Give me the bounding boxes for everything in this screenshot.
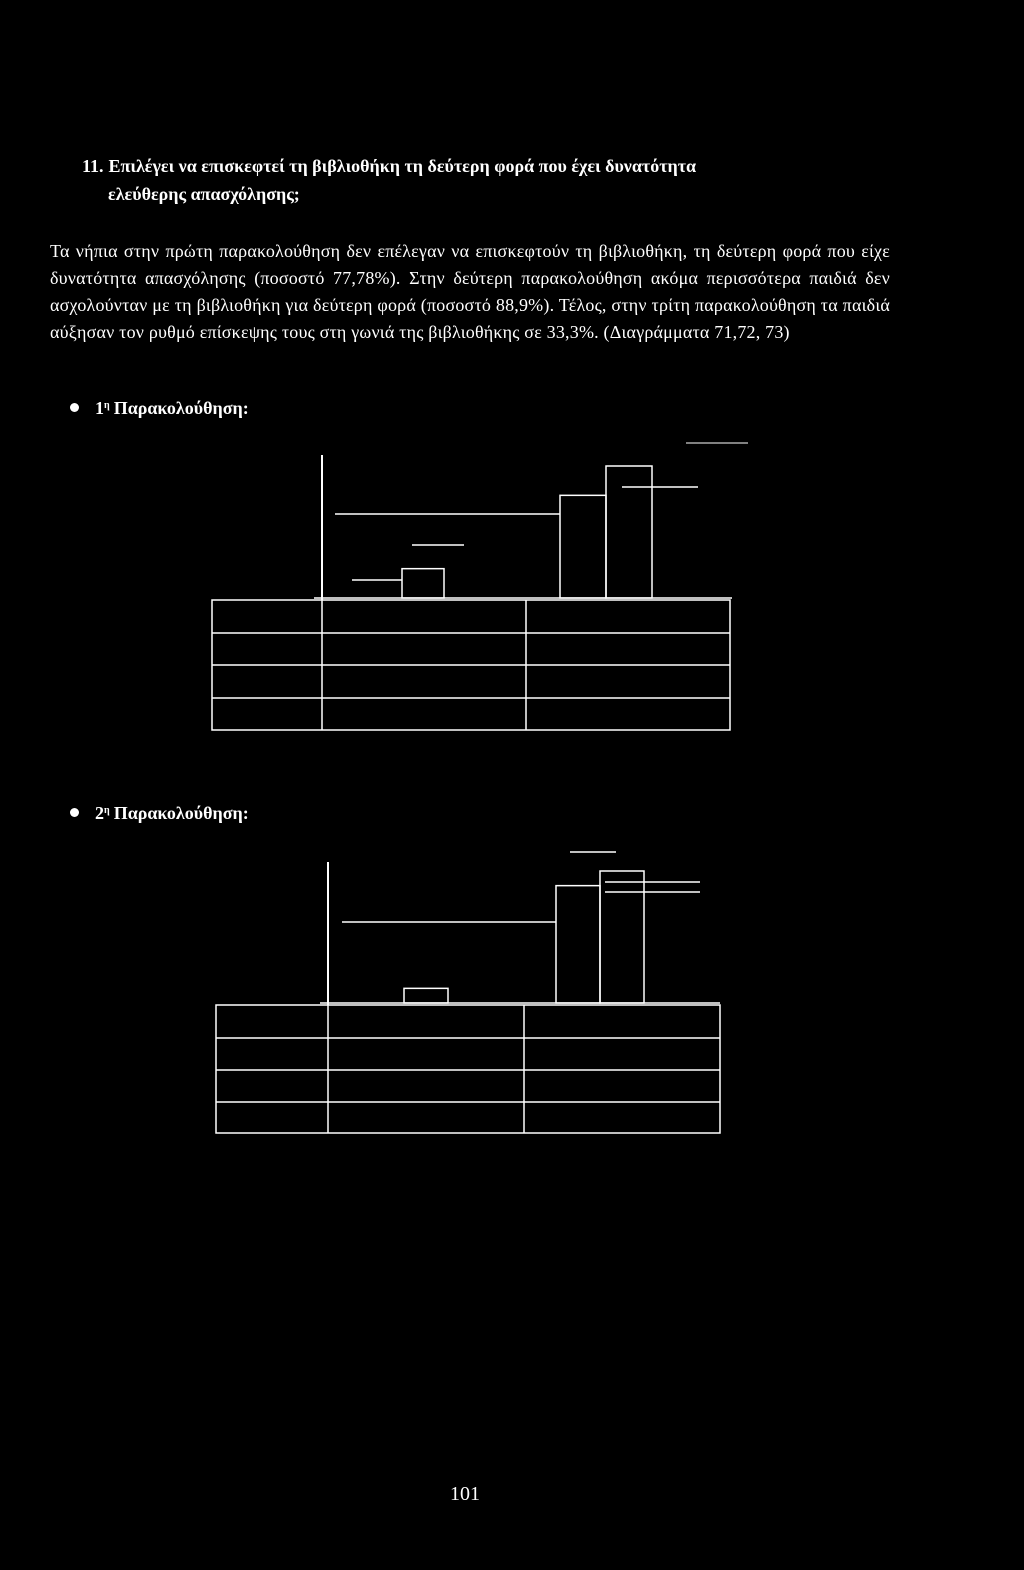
chart-2-bar [556,886,600,1003]
question-line-2: ελεύθερης απασχόλησης; [108,184,300,204]
chart-2-bar [600,871,644,1003]
section-1-superscript: η [104,400,110,411]
body-paragraph: Τα νήπια στην πρώτη παρακολούθηση δεν επέλεγαν να επισκεφτούν τη βιβλιοθήκη, τη δεύτερη φορά που είχε δυνατότητα απασχόλησης (ποσοστό 77,78%). Στην δεύτερη παρακολούθηση ακόμα περισσότερα παιδιά δεν ασχολούνταν με τη βιβλιοθήκη για δεύτερη φορά (ποσοστό 88,9%). Τέλος, στην τρίτη παρακολούθηση τα παιδιά αύξησαν τον ρυθμό επίσκεψης τους στη γωνιά της βιβλιοθήκης σε 33,3%. (Διαγράμματα 71,72, 73) [50,241,890,342]
chart-2-bar [404,988,448,1003]
section-1-number: 1 [95,398,104,418]
section-2-superscript: η [104,805,110,816]
section-2-label: Παρακολούθηση: [113,803,249,823]
section-2-number: 2 [95,803,104,823]
page-number: 101 [450,1483,480,1505]
question-line-1: Επιλέγει να επισκεφτεί τη βιβλιοθήκη τη δεύτερη φορά που έχει δυνατότητα [108,156,697,176]
question-number: 11. [82,156,104,176]
section-1-label: Παρακολούθηση: [113,398,249,418]
chart-2-data-table [216,1005,720,1133]
